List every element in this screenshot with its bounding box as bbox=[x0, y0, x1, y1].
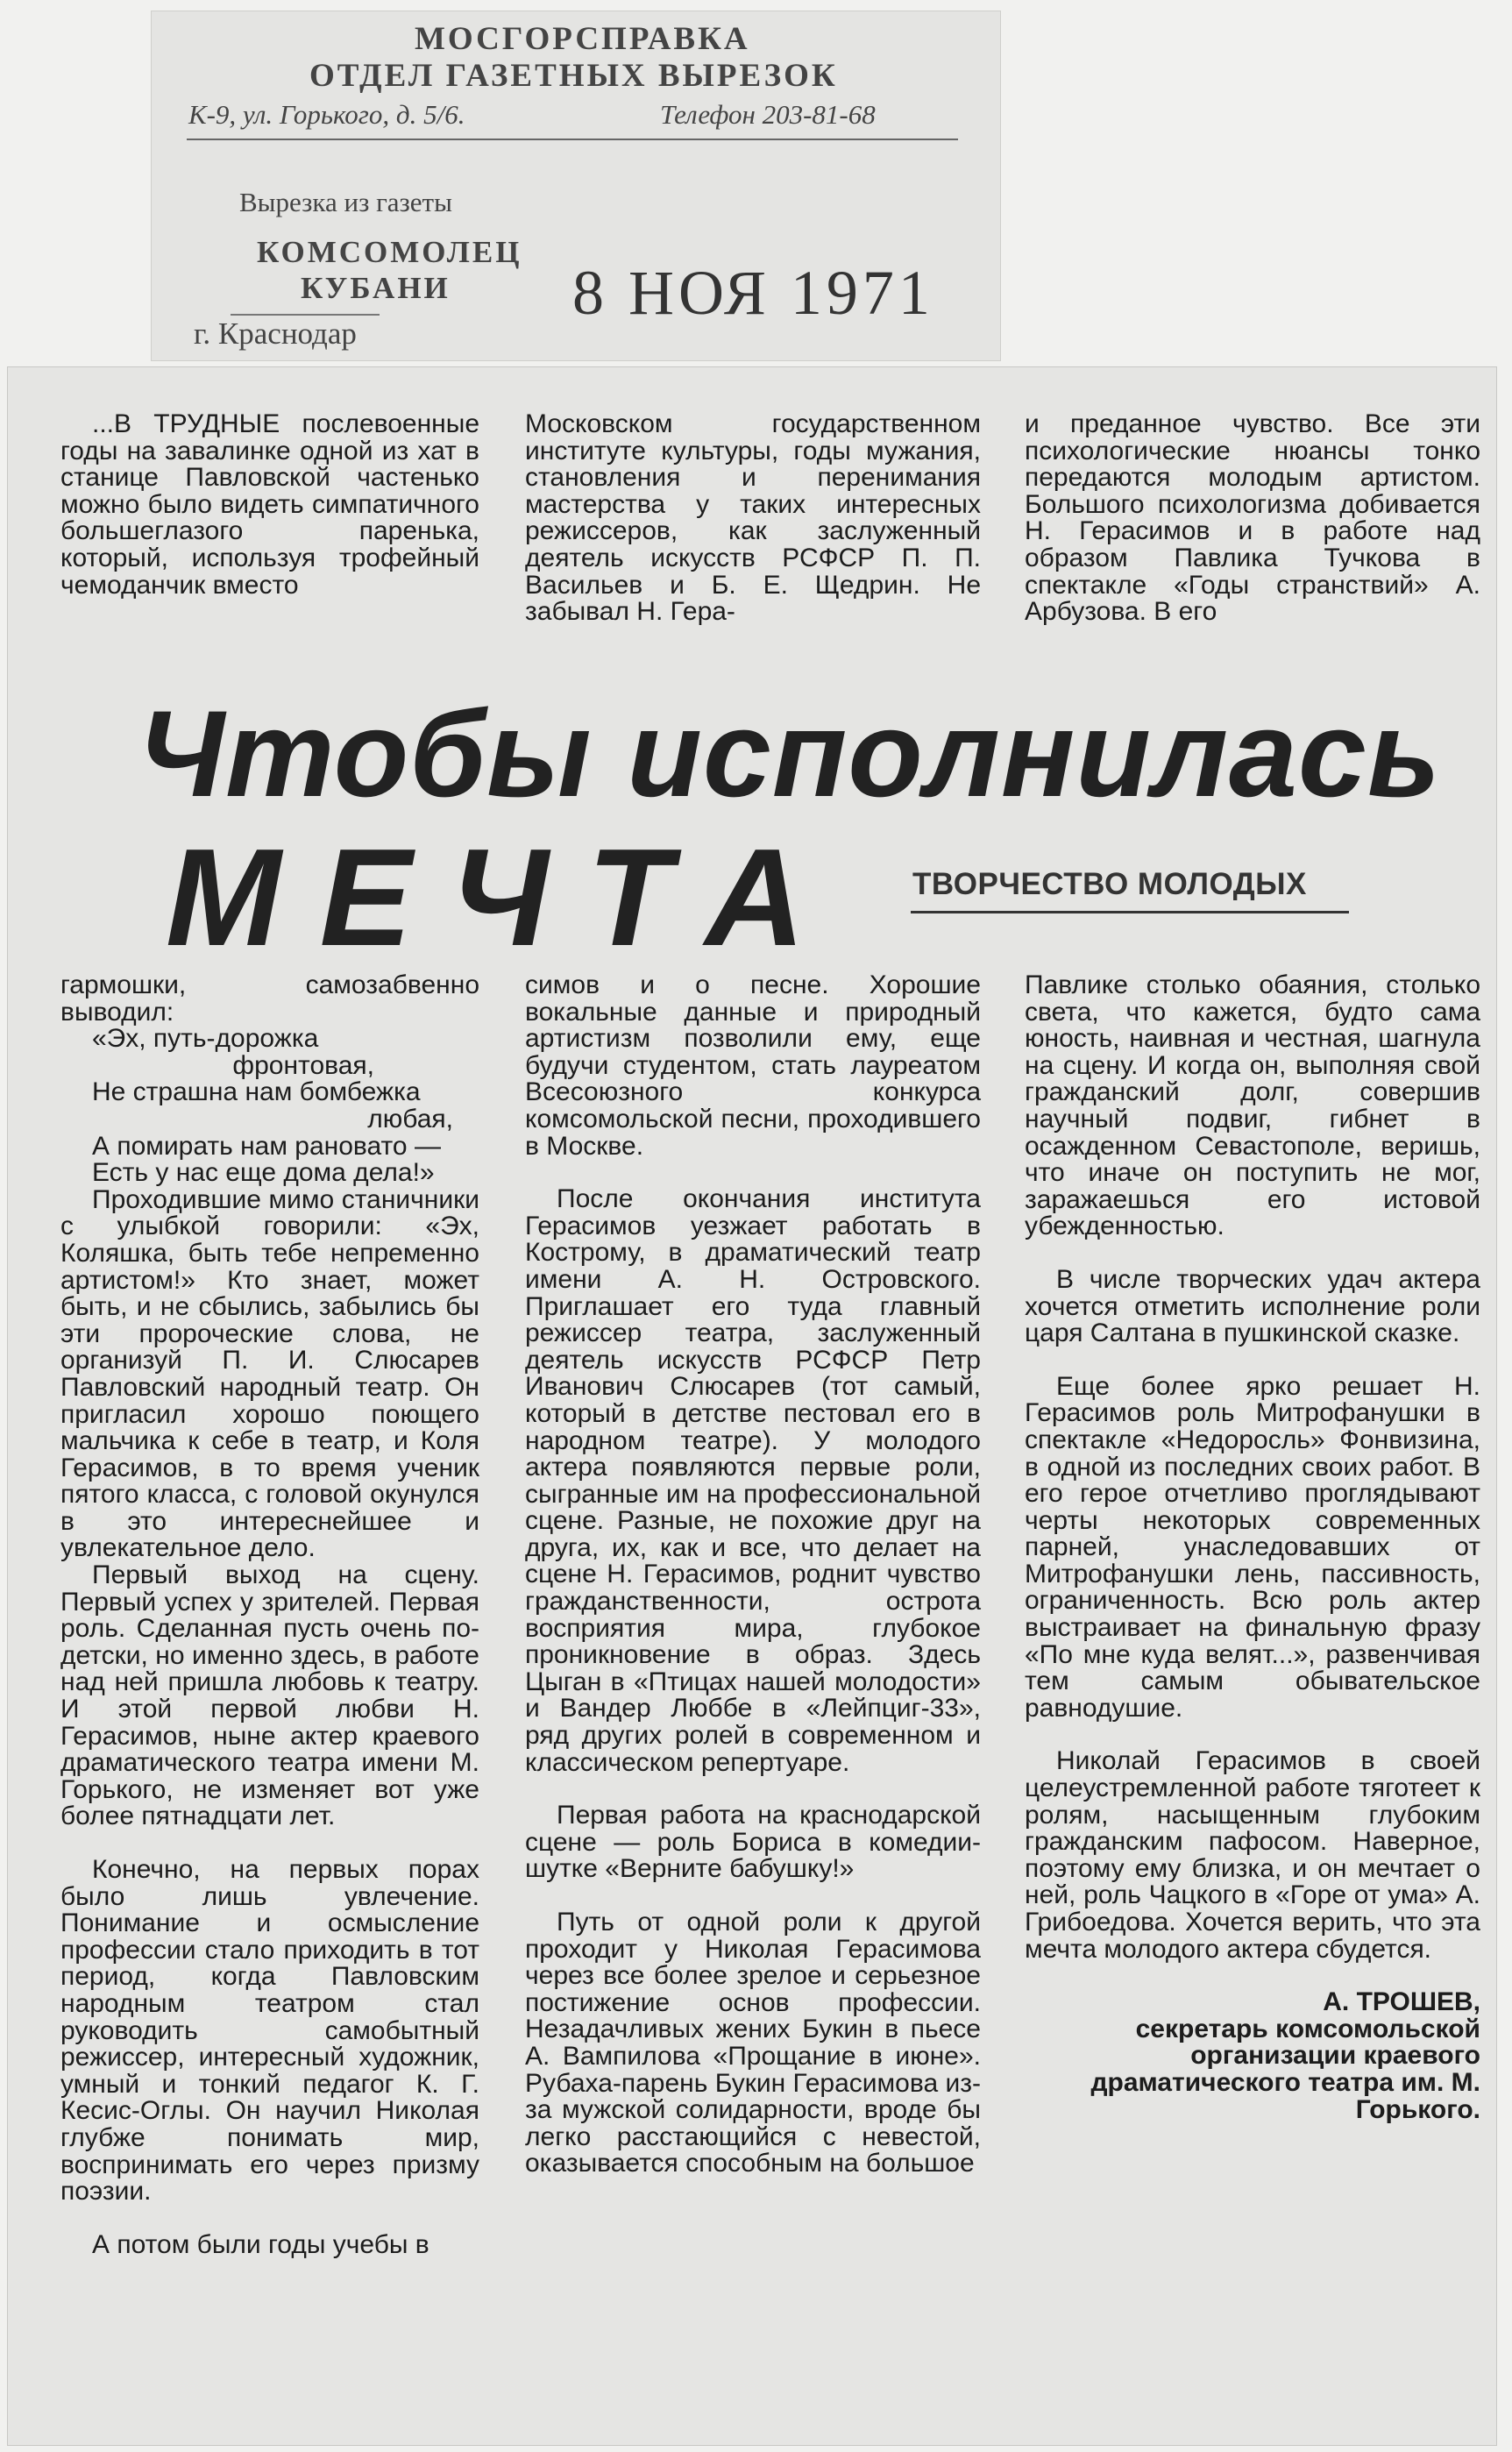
newspaper-clipping bbox=[7, 366, 1497, 2446]
stamp-department: ОТДЕЛ ГАЗЕТНЫХ ВЫРЕЗОК bbox=[309, 58, 838, 94]
paragraph: и преданное чувство. Все эти психологические нюансы тонко передаются молодым артистом. Большого психологизма добивается Н. Герасимов и в работе над образом Павлика Тучкова в спектакле «Годы странствий» А. Арбузова. В его bbox=[1025, 409, 1480, 627]
paragraph: Московском государственном институте культуры, годы мужания, становления и перенимания мастерства у таких интересных режиссеров, как заслуженный деятель искусств РСФСР П. П. Васильев и Б. Е. Щедрин. Не забывал Н. Гера- bbox=[525, 409, 981, 627]
stamp-newspaper-name: КОМСОМОЛЕЦ bbox=[257, 235, 522, 269]
article-top-column-2 bbox=[525, 411, 981, 626]
paragraph: симов и о песне. Хорошие вокальные данные и природный артистизм позволили ему, еще будучи студентом, стать лауреатом Всесоюзного конкурса комсомольской песни, проходившего в Москве. bbox=[525, 970, 981, 1161]
article-top-column-1 bbox=[60, 411, 479, 599]
song-line: Не страшна нам бомбежка bbox=[92, 1077, 421, 1107]
song-line-text: фронтовая, bbox=[232, 1050, 374, 1080]
headline-line-1: Чтобы исполнилась bbox=[138, 685, 1441, 822]
stamp-clip-label: Вырезка из газеты bbox=[239, 187, 452, 217]
stamp-phone: Телефон 203-81-68 bbox=[660, 99, 876, 130]
paragraph: гармошки, самозабвенно выводил: bbox=[60, 970, 479, 1027]
article-column-1 bbox=[60, 972, 479, 2258]
article-column-3 bbox=[1025, 972, 1480, 2123]
stamp-newspaper-name-2: КУБАНИ bbox=[301, 271, 451, 305]
paragraph: Николай Герасимов в своей целеустремленной работе тяготеет к ролям, насыщенным глубоким гражданским пафосом. Наверное, поэтому ему близка, и он мечтает о ней, роль Чацкого в «Горе от ума» А. Грибоедова. Хочется верить, что эта мечта молодого актера сбудется. bbox=[1025, 1746, 1480, 1964]
paragraph: А потом были годы учебы в bbox=[92, 2229, 429, 2259]
song-line: Есть у нас еще дома дела!» bbox=[92, 1158, 435, 1188]
paragraph: Путь от одной роли к другой проходит у Николая Герасимова через все более зрелое и серьезное постижение основ профессии. Незадачливых жених Букин в пьесе А. Вампилова «Прощание в июне». Рубаха-парень Букин Герасимова из-за мужской солидарности, вроде бы легко расстающийся с невестой, оказывается способным на большое bbox=[525, 1908, 981, 2178]
stamp-address: К-9, ул. Горького, д. 5/6. bbox=[188, 99, 465, 130]
stamp-divider bbox=[187, 139, 958, 140]
rubric-underline bbox=[911, 911, 1349, 913]
paragraph: Павлике столько обаяния, столько света, что кажется, будто сама юность, наивная и честная, шагнула на сцену. И когда он, выполняя свой гражданский долг, совершив научный подвиг, гибнет в осажденном Севастополе, веришь, что иначе он поступить не мог, заражаешься его истовой убежденностью. bbox=[1025, 970, 1480, 1241]
song-line: А помирать нам рановато — bbox=[92, 1131, 441, 1161]
paragraph: Проходившие мимо станичники с улыбкой говорили: «Эх, Коляшка, быть тебе непременно артистом!» Кто знает, может быть, и не сбылись, забылись бы эти пророческие слова, не организуй П. И. Слюсарев Павловский народный театр. Он пригласил хорошо поющего мальчика к себе в театр, и Коля Герасимов, в то время ученик пятого класса, с головой окунулся в это интереснейшее и увлекательное дело. bbox=[60, 1184, 479, 1563]
paragraph: Еще более ярко решает Н. Герасимов роль Митрофанушки в спектакле «Недоросль» Фонвизина, в одной из последних своих работ. В его герое отчетливо проглядывают черты некоторых современных парней, унаследовавших от Митрофанушки лень, пассивность, ограниченность. Всю роль актер выстраивает на финальную фразу «По мне куда велят...», развенчивая тем самым обывательское равнодушие. bbox=[1025, 1371, 1480, 1723]
author-name: А. ТРОШЕВ, bbox=[1323, 1987, 1480, 2017]
stamp-newspaper-underline bbox=[231, 314, 380, 316]
paragraph: Конечно, на первых порах было лишь увлечение. Понимание и осмысление профессии стало приходить в тот период, когда Павловским народным театром стал руководить самобытный режиссер, интересный художник, умный и тонкий педагог К. Г. Кесис-Оглы. Он научил Николая глубже понимать мир, воспринимать его через призму поэзии. bbox=[60, 1855, 479, 2207]
song-line-text: любая, bbox=[367, 1104, 453, 1134]
rubric-label: ТВОРЧЕСТВО МОЛОДЫХ bbox=[912, 867, 1307, 901]
headline-line-2: МЕЧТА bbox=[166, 821, 844, 975]
song-line: «Эх, путь-дорожка bbox=[92, 1024, 319, 1054]
song-line bbox=[60, 1106, 479, 1134]
paragraph: В числе творческих удач актера хочется отметить исполнение роли царя Салтана в пушкинской сказке. bbox=[1025, 1264, 1480, 1348]
paragraph: После окончания института Герасимов уезжает работать в Кострому, в драматический театр имени А. Н. Островского. Приглашает его туда главный режиссер театра, заслуженный деятель искусств РСФСР Петр Иванович Слюсарев (тот самый, который в детстве пестовал его в народном театре). У молодого актера появляются первые роли, сыгранные им на профессиональной сцене. Разные, не похожие друг на друга, их, как и все, что делает на сцене Н. Герасимов, роднит чувство гражданственности, острота восприятия мира, глубокое проникновение в образ. Здесь Цыган в «Птицах нашей молодости» и Вандер Люббе в «Лейпциг-33», ряд других ролей в современном и классическом репертуаре. bbox=[525, 1184, 981, 1777]
archive-stamp bbox=[151, 11, 1001, 361]
article-column-2 bbox=[525, 972, 981, 2178]
stamp-city: г. Краснодар bbox=[194, 316, 357, 351]
paragraph: Первый выход на сцену. Первый успех у зрителей. Первая роль. Сделанная пусть очень по-детски, но именно здесь, в работе над ней пришла любовь к театру. И этой первой любви Н. Герасимов, ныне актер краевого драматического театра имени М. Горького, не изменяет вот уже более пятнадцати лет. bbox=[60, 1560, 479, 1831]
paragraph: ...В ТРУДНЫЕ послевоенные годы на завалинке одной из хат в станице Павловской частенько можно было видеть симпатичного большеглазого паренька, который, используя трофейный чемоданчик вместо bbox=[60, 409, 479, 600]
song-line bbox=[60, 1050, 479, 1080]
stamp-org: МОСГОРСПРАВКА bbox=[415, 21, 750, 57]
article-top-column-3 bbox=[1025, 411, 1480, 626]
paragraph: Первая работа на краснодарской сцене — роль Бориса в комедии-шутке «Верните бабушку!» bbox=[525, 1801, 981, 1884]
stamp-date: 8 НОЯ 1971 bbox=[572, 258, 934, 328]
author-title: секретарь комсомольской организации краевого драматического театра им. М. Горького. bbox=[1090, 2014, 1480, 2124]
